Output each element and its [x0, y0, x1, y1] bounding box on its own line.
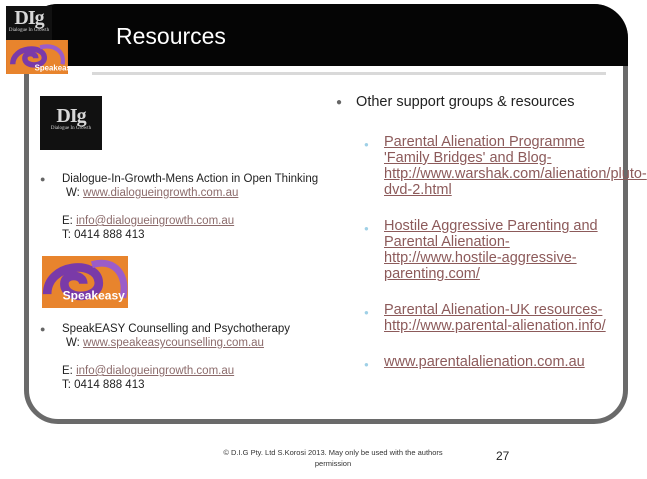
bullet-icon: ● [40, 174, 46, 184]
entry-heading: SpeakEASY Counselling and Psychotherapy [62, 323, 291, 335]
resource-link[interactable]: Parental Alienation-UK resources-http://www.parental-alienation.info/ [384, 302, 606, 334]
website-link[interactable]: www.dialogueingrowth.com.au [83, 187, 239, 199]
resource-entry-dig [40, 172, 318, 242]
website-link[interactable]: www.speakeasycounselling.com.au [83, 337, 264, 349]
header-bar [24, 4, 628, 66]
dig-logo-large [40, 96, 102, 150]
resource-entry-speakeasy [40, 322, 290, 392]
resource-links-list [364, 134, 647, 390]
list-item [364, 354, 614, 370]
resource-link[interactable]: Parental Alienation Programme 'Family Bridges' and Blog-http://www.warshak.com/alienation/pluto-dvd-2.html [384, 134, 647, 198]
list-item [364, 218, 614, 282]
entry-email: E: info@dialogueingrowth.com.au [62, 365, 235, 377]
dig-logo-subtext: Dialogue In Growth [8, 28, 50, 33]
dig-logo-large-text: DIg [56, 105, 86, 127]
list-item [364, 134, 647, 198]
dig-logo-text: DIg [14, 7, 44, 29]
bullet-icon: ● [40, 324, 46, 334]
bullet-icon: ● [364, 224, 369, 233]
page-number: 27 [496, 449, 510, 463]
dig-logo [6, 6, 52, 40]
email-link[interactable]: info@dialogueingrowth.com.au [76, 365, 235, 377]
speakeasy-logo-large-text: Speakeasy [62, 288, 125, 303]
entry-website: W: www.speakeasycounselling.com.au [66, 337, 264, 349]
resource-link[interactable]: Hostile Aggressive Parenting and Parental Alienation-http://www.hostile-aggressive-parenting.com/ [384, 218, 598, 282]
entry-heading: Dialogue-In-Growth-Mens Action in Open Thinking [62, 173, 319, 185]
resource-link[interactable]: www.parentalalienation.com.au [384, 354, 585, 370]
support-groups-heading: ● Other support groups & resources [336, 94, 575, 110]
page-title: Resources [116, 23, 226, 49]
bullet-icon: ● [364, 360, 369, 369]
speakeasy-logo-large [42, 256, 128, 308]
speakeasy-swirl-icon [6, 40, 76, 74]
header-divider [92, 72, 606, 75]
bullet-icon: ● [364, 308, 369, 317]
entry-phone: T: 0414 888 413 [62, 229, 145, 241]
speakeasy-logo-text: Speakeasy [34, 63, 76, 73]
bullet-icon: ● [336, 97, 343, 108]
entry-website: W: www.dialogueingrowth.com.au [66, 187, 239, 199]
copyright-note: © D.I.G Pty. Ltd S.Korosi 2013. May only be used with the authors permission [223, 448, 443, 468]
list-item [364, 302, 614, 334]
email-link[interactable]: info@dialogueingrowth.com.au [76, 215, 235, 227]
entry-phone: T: 0414 888 413 [62, 379, 145, 391]
entry-email: E: info@dialogueingrowth.com.au [62, 215, 235, 227]
dig-logo-large-subtext: Dialogue In Growth [50, 126, 92, 131]
speakeasy-logo [6, 40, 76, 74]
speakeasy-swirl-large-icon [42, 256, 128, 308]
bullet-icon: ● [364, 140, 369, 149]
